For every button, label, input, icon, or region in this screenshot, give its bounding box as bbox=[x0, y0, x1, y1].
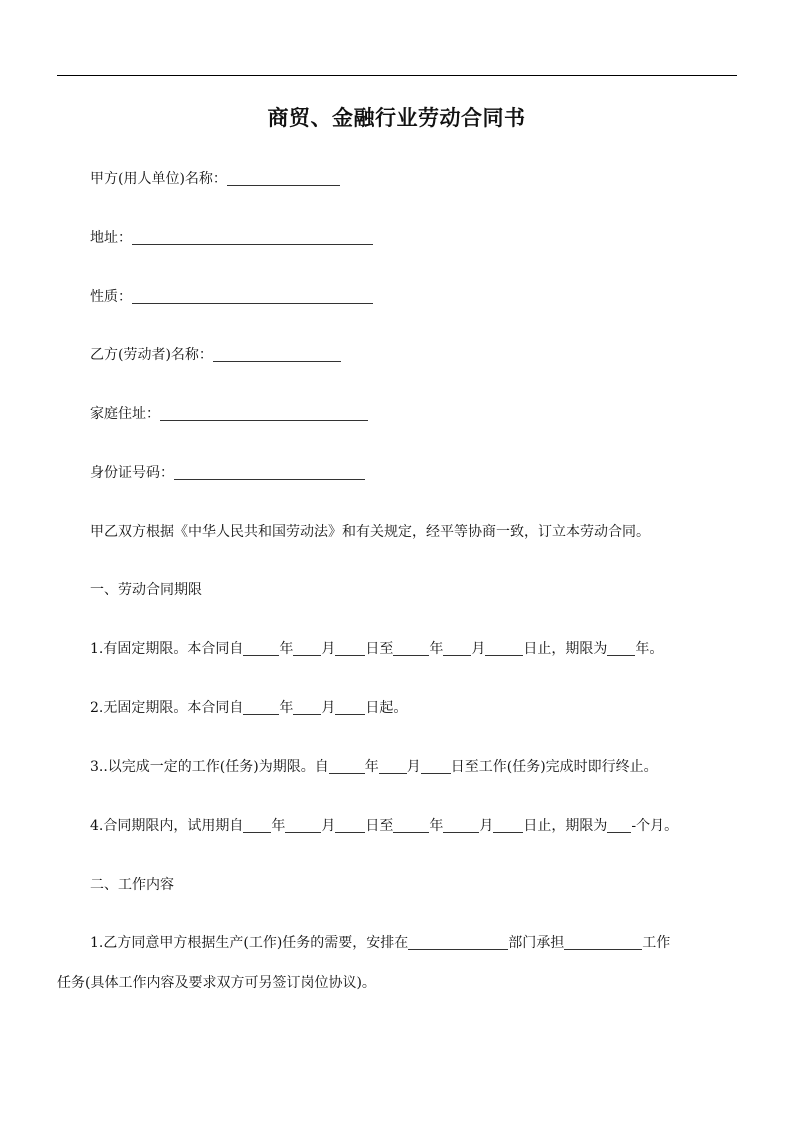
item4-month2-label: 月 bbox=[479, 818, 494, 834]
id-number-label: 身份证号码： bbox=[90, 465, 174, 481]
item4-day2-field[interactable] bbox=[493, 818, 523, 833]
home-address-row bbox=[90, 405, 368, 423]
home-address-label: 家庭住址： bbox=[90, 406, 160, 422]
item1-prefix: 1.有固定期限。本合同自 bbox=[90, 641, 244, 657]
item4-day1-field[interactable] bbox=[335, 818, 365, 833]
item1-month1-field[interactable] bbox=[293, 641, 321, 656]
item1-month2-field[interactable] bbox=[443, 641, 471, 656]
home-address-field[interactable] bbox=[160, 406, 368, 421]
s2-item1-line2: 任务(具体工作内容及要求双方可另签订岗位协议)。 bbox=[57, 975, 376, 991]
party-b-name-label: 乙方(劳动者)名称： bbox=[90, 347, 213, 363]
item2-month-field[interactable] bbox=[293, 700, 321, 715]
nature-row bbox=[90, 288, 373, 306]
item1-month2-label: 月 bbox=[471, 641, 486, 657]
header-rule bbox=[57, 75, 737, 76]
address-field[interactable] bbox=[132, 230, 373, 245]
item1-year2-label: 年 bbox=[429, 641, 444, 657]
item1-year2-field[interactable] bbox=[393, 641, 429, 656]
item1-day1-label: 日至 bbox=[365, 641, 394, 657]
party-a-name-field[interactable] bbox=[227, 171, 340, 186]
item2-day-field[interactable] bbox=[335, 700, 365, 715]
item4-month1-field[interactable] bbox=[285, 818, 321, 833]
section1-item4 bbox=[90, 817, 678, 835]
item4-prefix: 4.合同期限内，试用期自 bbox=[90, 818, 244, 834]
item1-years-label: 年。 bbox=[635, 641, 664, 657]
section2-item1 bbox=[90, 934, 670, 952]
party-a-name-row bbox=[90, 170, 340, 188]
item3-year-label: 年 bbox=[364, 759, 379, 775]
id-number-field[interactable] bbox=[174, 465, 365, 480]
item1-year1-field[interactable] bbox=[243, 641, 279, 656]
item4-day1-label: 日至 bbox=[365, 818, 394, 834]
item4-month2-field[interactable] bbox=[443, 818, 479, 833]
item4-day2-label: 日止，期限为 bbox=[523, 818, 608, 834]
item2-year-field[interactable] bbox=[243, 700, 279, 715]
item3-day-label: 日至工作(任务)完成时即行终止。 bbox=[450, 759, 658, 775]
item2-day-label: 日起。 bbox=[365, 700, 408, 716]
party-b-name-field[interactable] bbox=[213, 347, 341, 362]
department-field[interactable] bbox=[408, 935, 508, 950]
item1-day2-label: 日止，期限为 bbox=[523, 641, 608, 657]
item4-month1-label: 月 bbox=[321, 818, 336, 834]
job-field[interactable] bbox=[564, 935, 642, 950]
party-b-name-row bbox=[90, 346, 341, 364]
section1-item3 bbox=[90, 758, 658, 776]
item4-year1-field[interactable] bbox=[243, 818, 271, 833]
item3-year-field[interactable] bbox=[329, 759, 365, 774]
s2-item1-mid: 部门承担 bbox=[508, 935, 565, 951]
document-title: 商贸、金融行业劳动合同书 bbox=[267, 106, 526, 130]
item4-year2-label: 年 bbox=[429, 818, 444, 834]
item4-year2-field[interactable] bbox=[393, 818, 429, 833]
item3-month-field[interactable] bbox=[379, 759, 407, 774]
section1-item1 bbox=[90, 640, 663, 658]
intro-paragraph: 甲乙双方根据《中华人民共和国劳动法》和有关规定，经平等协商一致，订立本劳动合同。 bbox=[90, 524, 650, 540]
item4-months-field[interactable] bbox=[607, 818, 631, 833]
item2-prefix: 2.无固定期限。本合同自 bbox=[90, 700, 244, 716]
s2-item1-suffix: 工作 bbox=[642, 935, 671, 951]
s2-item1-prefix: 1.乙方同意甲方根据生产(工作)任务的需要，安排在 bbox=[90, 935, 409, 951]
id-number-row bbox=[90, 464, 365, 482]
item3-day-field[interactable] bbox=[421, 759, 451, 774]
item3-prefix: 3..以完成一定的工作(任务)为期限。自 bbox=[90, 759, 329, 775]
item1-year1-label: 年 bbox=[279, 641, 294, 657]
item2-year-label: 年 bbox=[279, 700, 294, 716]
section2-heading: 二、工作内容 bbox=[90, 877, 174, 893]
item1-day2-field[interactable] bbox=[485, 641, 523, 656]
item4-year1-label: 年 bbox=[271, 818, 286, 834]
item1-month1-label: 月 bbox=[321, 641, 336, 657]
address-label: 地址： bbox=[90, 230, 132, 246]
nature-field[interactable] bbox=[132, 289, 373, 304]
party-a-name-label: 甲方(用人单位)名称： bbox=[90, 171, 227, 187]
item3-month-label: 月 bbox=[406, 759, 421, 775]
nature-label: 性质： bbox=[90, 289, 132, 305]
section1-item2 bbox=[90, 699, 407, 717]
item1-years-field[interactable] bbox=[607, 641, 635, 656]
address-row bbox=[90, 229, 373, 247]
item2-month-label: 月 bbox=[321, 700, 336, 716]
item4-months-label: -个月。 bbox=[631, 818, 679, 834]
item1-day1-field[interactable] bbox=[335, 641, 365, 656]
section1-heading: 一、劳动合同期限 bbox=[90, 582, 202, 598]
